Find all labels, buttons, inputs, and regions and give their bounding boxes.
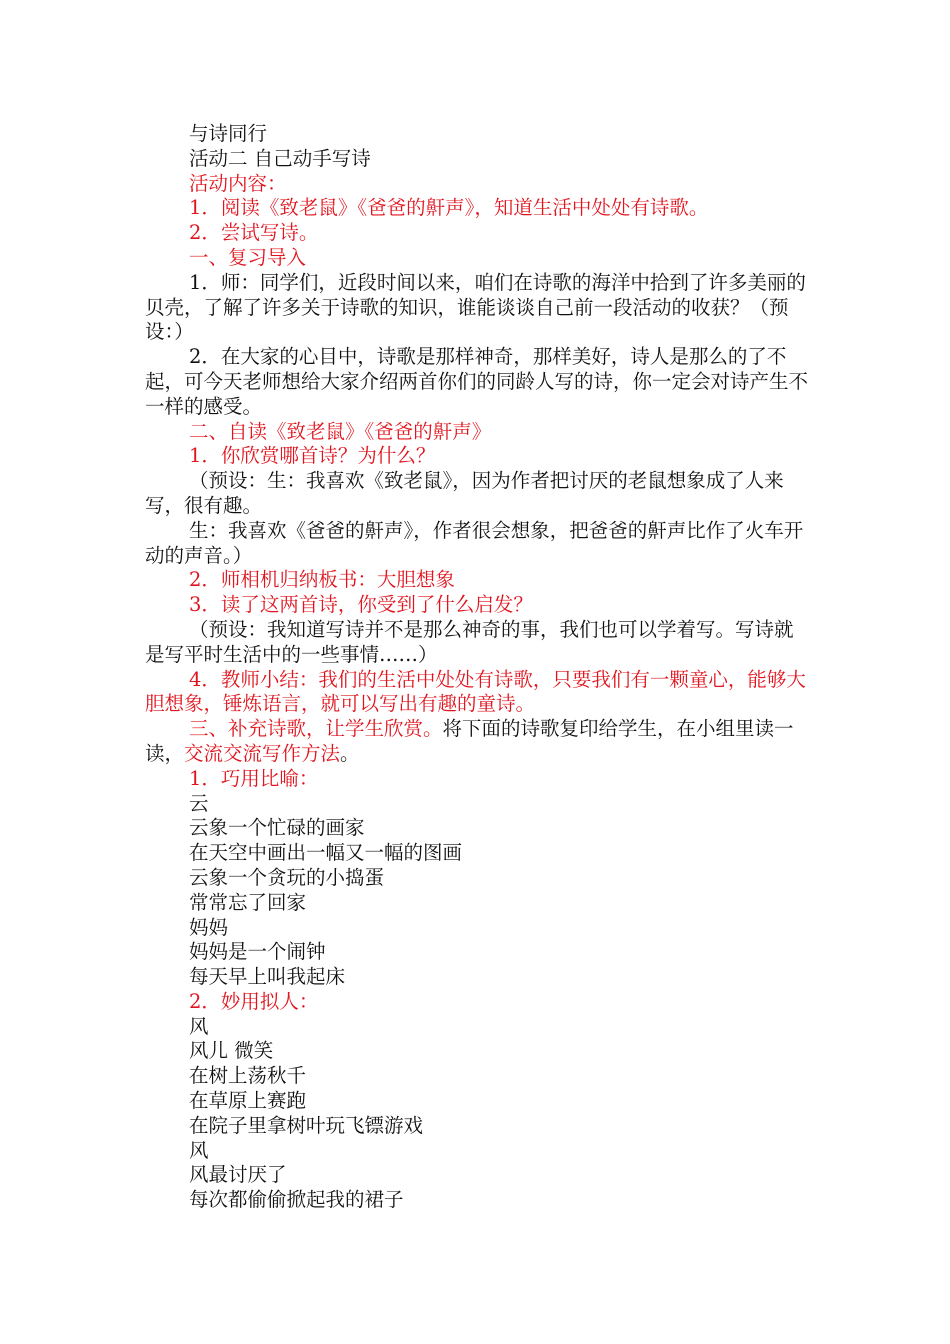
method-2-label: 2．妙用拟人：: [189, 989, 319, 1013]
section3-heading: [145, 717, 810, 767]
document-page: [145, 122, 810, 1213]
poem-line: 风: [189, 1014, 209, 1038]
poem-line: 常常忘了回家: [189, 890, 307, 914]
section2-question-2: 2．师相机归纳板书：大胆想象: [189, 568, 455, 592]
poem-line: 在天空中画出一幅又一幅的图画: [189, 841, 463, 865]
poem-line: 在院子里拿树叶玩飞镖游戏: [189, 1113, 424, 1137]
poem-1: [145, 792, 810, 990]
content-label: 活动内容：: [189, 171, 287, 195]
content-item-1: 1．阅读《致老鼠》《爸爸的鼾声》，知道生活中处处有诗歌。: [189, 196, 709, 220]
poem-line: 风: [189, 1138, 209, 1162]
section3-heading-red-2: 交流交流写作方法: [184, 741, 341, 765]
poem-line: 妈妈是一个闹钟: [189, 940, 326, 964]
poem-line: 每次都偷偷掀起我的裙子: [189, 1188, 404, 1212]
poem-line: 每天早上叫我起床: [189, 965, 346, 989]
section2-heading: 二、自读《致老鼠》《爸爸的鼾声》: [189, 419, 492, 443]
section2-summary: 4．教师小结：我们的生活中处处有诗歌，只要我们有一颗童心，能够大胆想象，锤炼语言，就可以写出有趣的童诗。: [145, 667, 806, 716]
section3-heading-text: 将下面的诗歌复印给学生，在小组里读一读，: [145, 717, 794, 765]
poem-line: 云象一个忙碌的画家: [189, 816, 365, 840]
section2-answer-2: 生：我喜欢《爸爸的鼾声》，作者很会想象，把爸爸的鼾声比作了火车开动的声音。）: [145, 518, 804, 567]
section3-heading-end: 。: [340, 741, 360, 765]
section1-paragraph-2: 2．在大家的心目中，诗歌是那样神奇，那样美好，诗人是那么的了不起，可今天老师想给大家介绍两首你们的同龄人写的诗，你一定会对诗产生不一样的感受。: [145, 345, 809, 418]
method-1-label: 1．巧用比喻：: [189, 766, 319, 790]
poem-line: 云象一个贪玩的小捣蛋: [189, 865, 385, 889]
section1-paragraph-1: 1．师：同学们，近段时间以来，咱们在诗歌的海洋中拾到了许多美丽的贝壳，了解了许多关于诗歌的知识，谁能谈谈自己前一段活动的收获？（预设：）: [145, 270, 806, 344]
section2-answer-3: （预设：我知道写诗并不是那么神奇的事，我们也可以学着写。写诗就是写平时生活中的一些事情……）: [145, 617, 794, 666]
poem-2: [145, 1015, 810, 1213]
poem-line: 风儿 微笑: [189, 1039, 274, 1063]
section1-heading: 一、复习导入: [189, 245, 307, 269]
section2-question-3: 3．读了这两首诗，你受到了什么启发？: [189, 593, 533, 617]
poem-line: 在草原上赛跑: [189, 1089, 307, 1113]
activity-title: 活动二 自己动手写诗: [189, 146, 371, 170]
section2-question-1: 1．你欣赏哪首诗？为什么？: [189, 444, 436, 468]
poem-line: 风最讨厌了: [189, 1163, 287, 1187]
poem-line: 在树上荡秋千: [189, 1064, 307, 1088]
document-title: 与诗同行: [189, 122, 268, 145]
section2-answer-1: （预设：生：我喜欢《致老鼠》，因为作者把讨厌的老鼠想象成了人来写，很有趣。: [145, 469, 784, 517]
poem-line: 妈妈: [189, 915, 229, 939]
content-item-2: 2．尝试写诗。: [189, 221, 319, 245]
section3-heading-red: 三、补充诗歌，让学生欣赏。: [189, 717, 443, 741]
poem-line: 云: [189, 791, 209, 815]
